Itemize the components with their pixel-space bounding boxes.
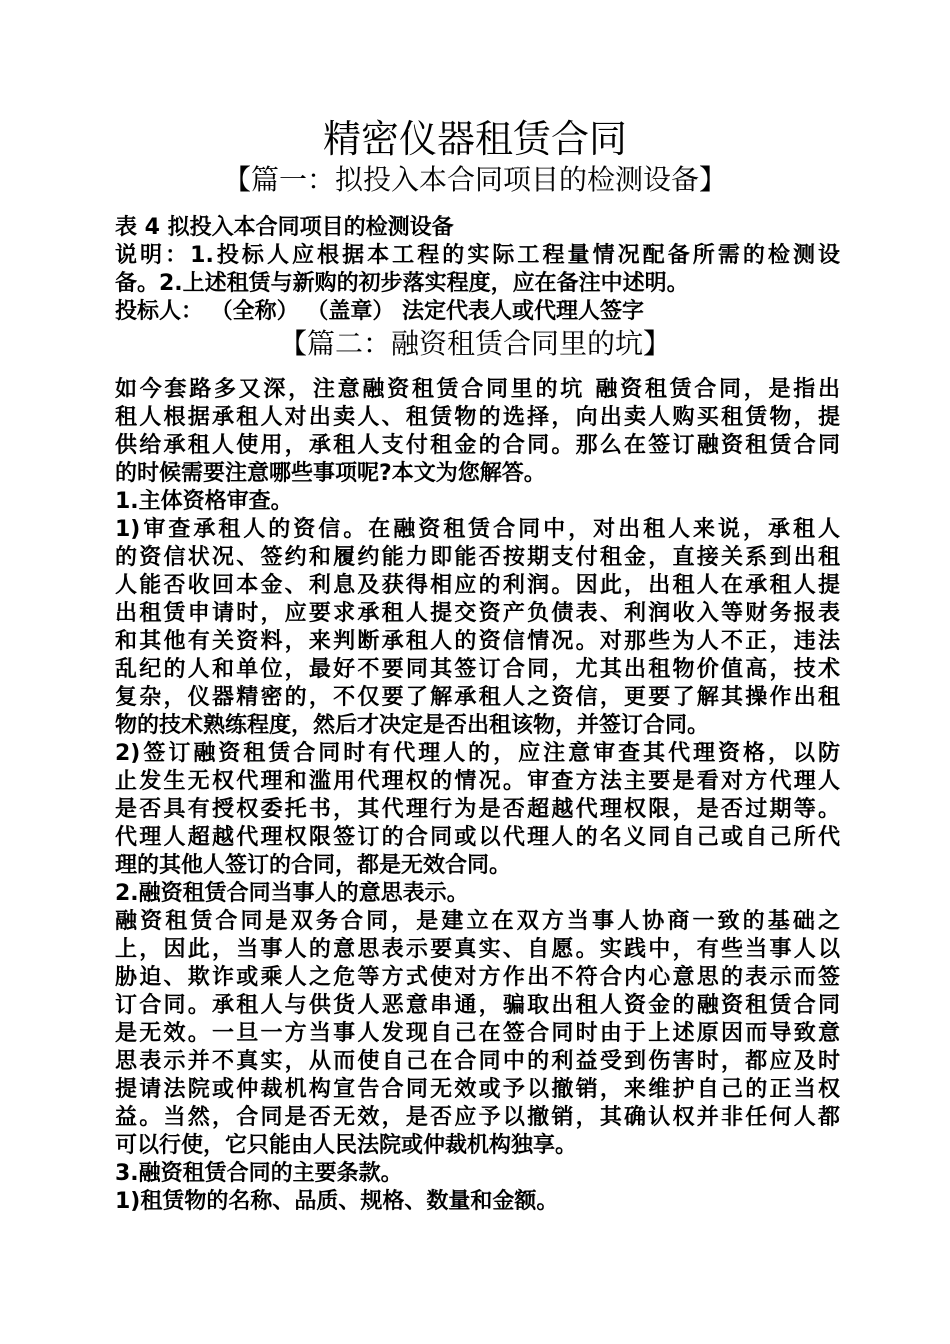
text-line: 提请法院或仲裁机构宣告合同无效或予以撤销，来维护自己的正当权	[115, 1077, 840, 1102]
text-line: 是无效。一旦一方当事人发现自己在签合同时由于上述原因而导致意	[115, 1021, 840, 1046]
text-line: 胁迫、欺诈或乘人之危等方式使对方作出不符合内心意思的表示而签	[115, 965, 840, 990]
section-heading-1: 【篇一：拟投入本合同项目的检测设备】	[222, 163, 727, 196]
text-line: 复杂，仪器精密的，不仅要了解承租人之资信，更要了解其操作出租	[115, 685, 840, 710]
text-line: 投标人： （全称） （盖章） 法定代表人或代理人签字	[115, 299, 644, 324]
text-line: 1.主体资格审查。	[115, 489, 293, 514]
text-line: 可以行使，它只能由人民法院或仲裁机构独享。	[115, 1133, 578, 1158]
text-line: 理的其他人签订的合同，都是无效合同。	[115, 853, 512, 878]
text-line: 思表示并不真实，从而使自己在合同中的利益受到伤害时，都应及时	[115, 1049, 840, 1074]
text-line: 物的技术熟练程度，然后才决定是否出租该物，并签订合同。	[115, 713, 710, 738]
text-line: 2.融资租赁合同当事人的意思表示。	[115, 881, 469, 906]
text-line: 上，因此，当事人的意思表示要真实、自愿。实践中，有些当事人以	[115, 937, 840, 962]
text-line: 止发生无权代理和滥用代理权的情况。审查方法主要是看对方代理人	[115, 769, 840, 794]
text-line: 融资租赁合同是双务合同，是建立在双方当事人协商一致的基础之	[115, 909, 840, 934]
text-line: 租人根据承租人对出卖人、租赁物的选择，向出卖人购买租赁物，提	[115, 405, 840, 430]
text-line: 1)租赁物的名称、品质、规格、数量和金额。	[115, 1189, 559, 1214]
text-line: 益。当然，合同是否无效，是否应予以撤销，其确认权并非任何人都	[115, 1105, 840, 1130]
text-line: 供给承租人使用，承租人支付租金的合同。那么在签订融资租赁合同	[115, 433, 840, 458]
text-line: 说明：1.投标人应根据本工程的实际工程量情况配备所需的检测设	[115, 243, 840, 268]
text-line: 人能否收回本金、利息及获得相应的利润。因此，出租人在承租人提	[115, 573, 840, 598]
section-2-body	[115, 376, 840, 1216]
text-line: 是否具有授权委托书，其代理行为是否超越代理权限，是否过期等。	[115, 797, 840, 822]
text-line: 备。2.上述租赁与新购的初步落实程度，应在备注中述明。	[115, 271, 689, 296]
text-line: 如今套路多又深，注意融资租赁合同里的坑 融资租赁合同，是指出	[115, 377, 840, 402]
text-line: 订合同。承租人与供货人恶意串通，骗取出租人资金的融资租赁合同	[115, 993, 840, 1018]
text-line: 代理人超越代理权限签订的合同或以代理人的名义同自己或自己所代	[115, 825, 840, 850]
text-line: 表 4 拟投入本合同项目的检测设备	[115, 215, 454, 240]
text-line: 出租赁申请时，应要求承租人提交资产负债表、利润收入等财务报表	[115, 601, 840, 626]
section-1-body	[115, 214, 840, 326]
section-heading-2: 【篇二：融资租赁合同里的坑】	[278, 327, 671, 360]
text-line: 1)审查承租人的资信。在融资租赁合同中，对出租人来说，承租人	[115, 517, 840, 542]
text-line: 和其他有关资料，来判断承租人的资信情况。对那些为人不正，违法	[115, 629, 840, 654]
text-line: 2)签订融资租赁合同时有代理人的，应注意审查其代理资格，以防	[115, 741, 840, 766]
text-line: 乱纪的人和单位，最好不要同其签订合同，尤其出租物价值高，技术	[115, 657, 840, 682]
text-line: 的资信状况、签约和履约能力即能否按期支付租金，直接关系到出租	[115, 545, 840, 570]
text-line: 的时候需要注意哪些事项呢?本文为您解答。	[115, 461, 546, 486]
document-title: 精密仪器租赁合同	[322, 117, 627, 161]
text-line: 3.融资租赁合同的主要条款。	[115, 1161, 403, 1186]
